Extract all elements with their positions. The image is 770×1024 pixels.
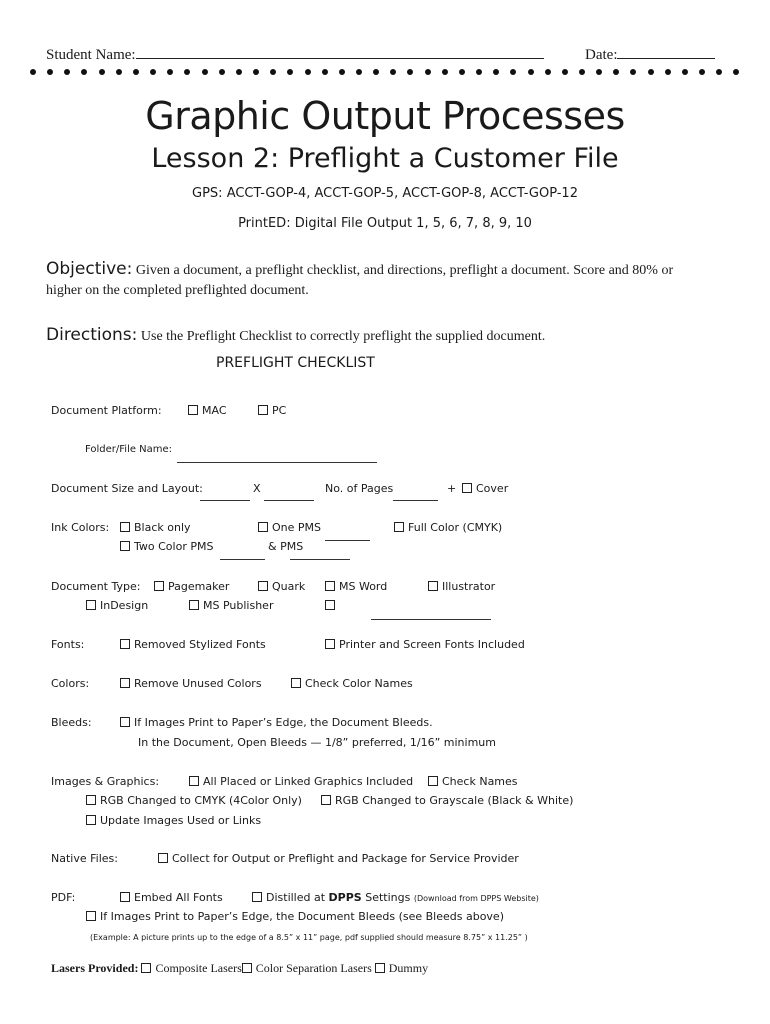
composite-label: Composite Lasers: [155, 961, 242, 975]
divider-dot: [699, 69, 705, 75]
images-rgb-gray[interactable]: [321, 794, 573, 807]
images-rgb-cmyk[interactable]: [86, 794, 302, 807]
images-label: Images & Graphics:: [51, 775, 160, 788]
rgb-cmyk-label: RGB Changed to CMYK (4Color Only): [100, 794, 302, 807]
checkbox[interactable]: [86, 600, 96, 610]
size-label: Document Size and Layout:: [51, 482, 203, 495]
msword-label: MS Word: [339, 580, 388, 593]
indesign-label: InDesign: [100, 599, 149, 612]
two-pms-line-1[interactable]: [220, 549, 265, 560]
divider-dot: [630, 69, 636, 75]
divider-dot: [716, 69, 722, 75]
type-indesign[interactable]: [86, 599, 148, 612]
divider-dot: [184, 69, 190, 75]
pdf-label: PDF:: [51, 891, 76, 904]
checkbox[interactable]: [120, 717, 130, 727]
folder-name-line[interactable]: [177, 452, 377, 463]
type-publisher[interactable]: [189, 599, 273, 612]
divider-dot: [579, 69, 585, 75]
checkbox[interactable]: [189, 776, 199, 786]
lasers-row: [51, 961, 428, 976]
checkbox[interactable]: [291, 678, 301, 688]
divider-dot: [322, 69, 328, 75]
one-pms-label: One PMS: [272, 521, 322, 534]
size-x: X: [253, 482, 261, 495]
and-pms: & PMS: [268, 540, 304, 553]
checkbox[interactable]: [325, 600, 335, 610]
divider-dot: [47, 69, 53, 75]
bleeds-option[interactable]: [120, 716, 433, 729]
divider-dot: [562, 69, 568, 75]
printed-standards: PrintED: Digital File Output 1, 5, 6, 7, 8, 9, 10: [238, 216, 532, 231]
illustrator-label: Illustrator: [442, 580, 496, 593]
pdf-bleeds[interactable]: [86, 910, 504, 923]
checkbox[interactable]: [375, 963, 385, 973]
checkbox[interactable]: [189, 600, 199, 610]
checkbox[interactable]: [325, 639, 335, 649]
type-pagemaker[interactable]: [154, 580, 229, 593]
divider-dot: [459, 69, 465, 75]
divider-dot: [510, 69, 516, 75]
fonts-included-label: Printer and Screen Fonts Included: [339, 638, 525, 651]
cover-label: Cover: [476, 482, 509, 495]
two-pms-label: Two Color PMS: [134, 540, 214, 553]
divider-dot: [545, 69, 551, 75]
quark-label: Quark: [272, 580, 306, 593]
checkbox[interactable]: [86, 911, 96, 921]
lasers-label: Lasers Provided:: [51, 961, 139, 975]
divider-dot: [64, 69, 70, 75]
check-colors-label: Check Color Names: [305, 677, 413, 690]
divider-dot: [356, 69, 362, 75]
divider-dot: [648, 69, 654, 75]
divider-dot: [596, 69, 602, 75]
student-name-line[interactable]: [136, 44, 544, 59]
checkbox[interactable]: [258, 581, 268, 591]
checkbox[interactable]: [321, 795, 331, 805]
divider-dot: [99, 69, 105, 75]
full-color-label: Full Color (CMYK): [408, 521, 503, 534]
fonts-label: Fonts:: [51, 638, 85, 651]
checkbox[interactable]: [158, 853, 168, 863]
native-collect[interactable]: [158, 852, 519, 865]
objective-label: Objective:: [46, 259, 133, 279]
ink-two-pms[interactable]: [120, 540, 213, 553]
fonts-removed[interactable]: [120, 638, 266, 651]
pdf-bleeds-label: If Images Print to Paper’s Edge, the Document Bleeds (see Bleeds above): [100, 910, 504, 923]
divider-dot: [116, 69, 122, 75]
divider-dot: [493, 69, 499, 75]
dpps-label: DPPS: [328, 891, 362, 904]
checkbox[interactable]: [86, 815, 96, 825]
divider-dot: [390, 69, 396, 75]
distilled-label: Distilled at: [266, 891, 326, 904]
student-name-field[interactable]: [46, 44, 544, 64]
checkbox[interactable]: [242, 963, 252, 973]
other-type-line[interactable]: [371, 609, 491, 620]
embed-label: Embed All Fonts: [134, 891, 223, 904]
date-line[interactable]: [617, 44, 715, 59]
date-field[interactable]: [585, 44, 715, 64]
divider-dot: [133, 69, 139, 75]
width-line[interactable]: [200, 490, 250, 501]
fonts-included[interactable]: [325, 638, 525, 651]
dotted-divider: [30, 69, 740, 81]
rgb-gray-label: RGB Changed to Grayscale (Black & White): [335, 794, 574, 807]
ink-label: Ink Colors:: [51, 521, 110, 534]
divider-dot: [81, 69, 87, 75]
names-label: Check Names: [442, 775, 518, 788]
checkbox[interactable]: [120, 892, 130, 902]
mac-label: MAC: [202, 404, 227, 417]
type-other[interactable]: [325, 599, 339, 612]
divider-dot: [682, 69, 688, 75]
pc-label: PC: [272, 404, 287, 417]
height-line[interactable]: [264, 490, 314, 501]
pdf-example: (Example: A picture prints up to the edge of a 8.5” x 11” page, pdf supplied should measure 8.75” x 11.25” ): [90, 933, 528, 942]
divider-dot: [425, 69, 431, 75]
bleeds-line-2: In the Document, Open Bleeds — 1/8” preferred, 1/16” minimum: [138, 736, 496, 749]
divider-dot: [270, 69, 276, 75]
divider-dot: [167, 69, 173, 75]
doctype-label: Document Type:: [51, 580, 141, 593]
type-msword[interactable]: [325, 580, 387, 593]
colors-remove[interactable]: [120, 677, 262, 690]
divider-dot: [236, 69, 242, 75]
date-label: Date:: [585, 47, 618, 63]
bleeds-line-1: If Images Print to Paper’s Edge, the Document Bleeds.: [134, 716, 433, 729]
settings-label: Settings: [365, 891, 411, 904]
platform-mac[interactable]: [188, 404, 227, 417]
removed-fonts-label: Removed Stylized Fonts: [134, 638, 266, 651]
page-title: Graphic Output Processes: [145, 94, 625, 138]
objective-text-1: Given a document, a preflight checklist, and directions, preflight a document. Score and 80% or: [135, 263, 674, 278]
divider-dot: [287, 69, 293, 75]
divider-dot: [407, 69, 413, 75]
laser-dummy[interactable]: [375, 961, 428, 975]
checklist-title: PREFLIGHT CHECKLIST: [216, 355, 375, 371]
remove-colors-label: Remove Unused Colors: [134, 677, 262, 690]
colors-check[interactable]: [291, 677, 413, 690]
colors-label: Colors:: [51, 677, 90, 690]
images-update[interactable]: [86, 814, 261, 827]
download-note: (Download from DPPS Website): [413, 894, 539, 903]
update-label: Update Images Used or Links: [100, 814, 262, 827]
checkbox[interactable]: [120, 522, 130, 532]
checkbox[interactable]: [141, 963, 151, 973]
ink-one-pms[interactable]: [258, 521, 321, 534]
objective-text-2: higher on the completed preflighted document.: [46, 283, 309, 298]
divider-dot: [442, 69, 448, 75]
directions-text: Use the Preflight Checklist to correctly preflight the supplied document.: [140, 329, 546, 344]
images-placed[interactable]: [189, 775, 413, 788]
separation-label: Color Separation Lasers: [255, 961, 372, 975]
pages-line[interactable]: [393, 490, 438, 501]
checkbox[interactable]: [394, 522, 404, 532]
checkbox[interactable]: [120, 639, 130, 649]
plus-sign: +: [447, 482, 457, 495]
checkbox[interactable]: [258, 405, 268, 415]
publisher-label: MS Publisher: [203, 599, 274, 612]
checkbox[interactable]: [120, 678, 130, 688]
pdf-distilled[interactable]: [252, 891, 539, 904]
divider-dot: [150, 69, 156, 75]
divider-dot: [373, 69, 379, 75]
checkbox[interactable]: [428, 776, 438, 786]
divider-dot: [253, 69, 259, 75]
checkbox[interactable]: [188, 405, 198, 415]
checkbox[interactable]: [252, 892, 262, 902]
cover-option[interactable]: [462, 482, 508, 495]
pagemaker-label: Pagemaker: [168, 580, 230, 593]
dummy-label: Dummy: [388, 961, 429, 975]
page-subtitle: Lesson 2: Preflight a Customer File: [151, 143, 619, 174]
one-pms-line[interactable]: [325, 530, 370, 541]
divider-dot: [733, 69, 739, 75]
platform-pc[interactable]: [258, 404, 286, 417]
pages-label: No. of Pages: [325, 482, 394, 495]
ink-black[interactable]: [120, 521, 191, 534]
divider-dot: [30, 69, 36, 75]
placed-label: All Placed or Linked Graphics Included: [203, 775, 414, 788]
directions-label: Directions:: [46, 325, 138, 345]
laser-composite[interactable]: [141, 961, 241, 975]
gps-standards: GPS: ACCT-GOP-4, ACCT-GOP-5, ACCT-GOP-8, ACCT-GOP-12: [192, 186, 578, 201]
black-label: Black only: [134, 521, 191, 534]
objective-line-1: [46, 259, 673, 279]
divider-dot: [202, 69, 208, 75]
divider-dot: [613, 69, 619, 75]
laser-separation[interactable]: [242, 961, 372, 975]
type-quark[interactable]: [258, 580, 305, 593]
student-name-label: Student Name:: [46, 47, 136, 63]
folder-label: Folder/File Name:: [85, 444, 173, 455]
type-illustrator[interactable]: [428, 580, 495, 593]
collect-label: Collect for Output or Preflight and Package for Service Provider: [172, 852, 519, 865]
images-names[interactable]: [428, 775, 518, 788]
ink-full-color[interactable]: [394, 521, 502, 534]
native-label: Native Files:: [51, 852, 118, 865]
divider-dot: [665, 69, 671, 75]
checkbox[interactable]: [86, 795, 96, 805]
bleeds-label: Bleeds:: [51, 716, 92, 729]
checkbox[interactable]: [462, 483, 472, 493]
checkbox[interactable]: [120, 541, 130, 551]
divider-dot: [305, 69, 311, 75]
two-pms-line-2[interactable]: [290, 549, 350, 560]
divider-dot: [339, 69, 345, 75]
checkbox[interactable]: [325, 581, 335, 591]
pdf-embed[interactable]: [120, 891, 223, 904]
divider-dot: [476, 69, 482, 75]
divider-dot: [528, 69, 534, 75]
platform-label: Document Platform:: [51, 404, 162, 417]
checkbox[interactable]: [428, 581, 438, 591]
checkbox[interactable]: [154, 581, 164, 591]
directions-line: [46, 325, 545, 345]
checkbox[interactable]: [258, 522, 268, 532]
divider-dot: [219, 69, 225, 75]
